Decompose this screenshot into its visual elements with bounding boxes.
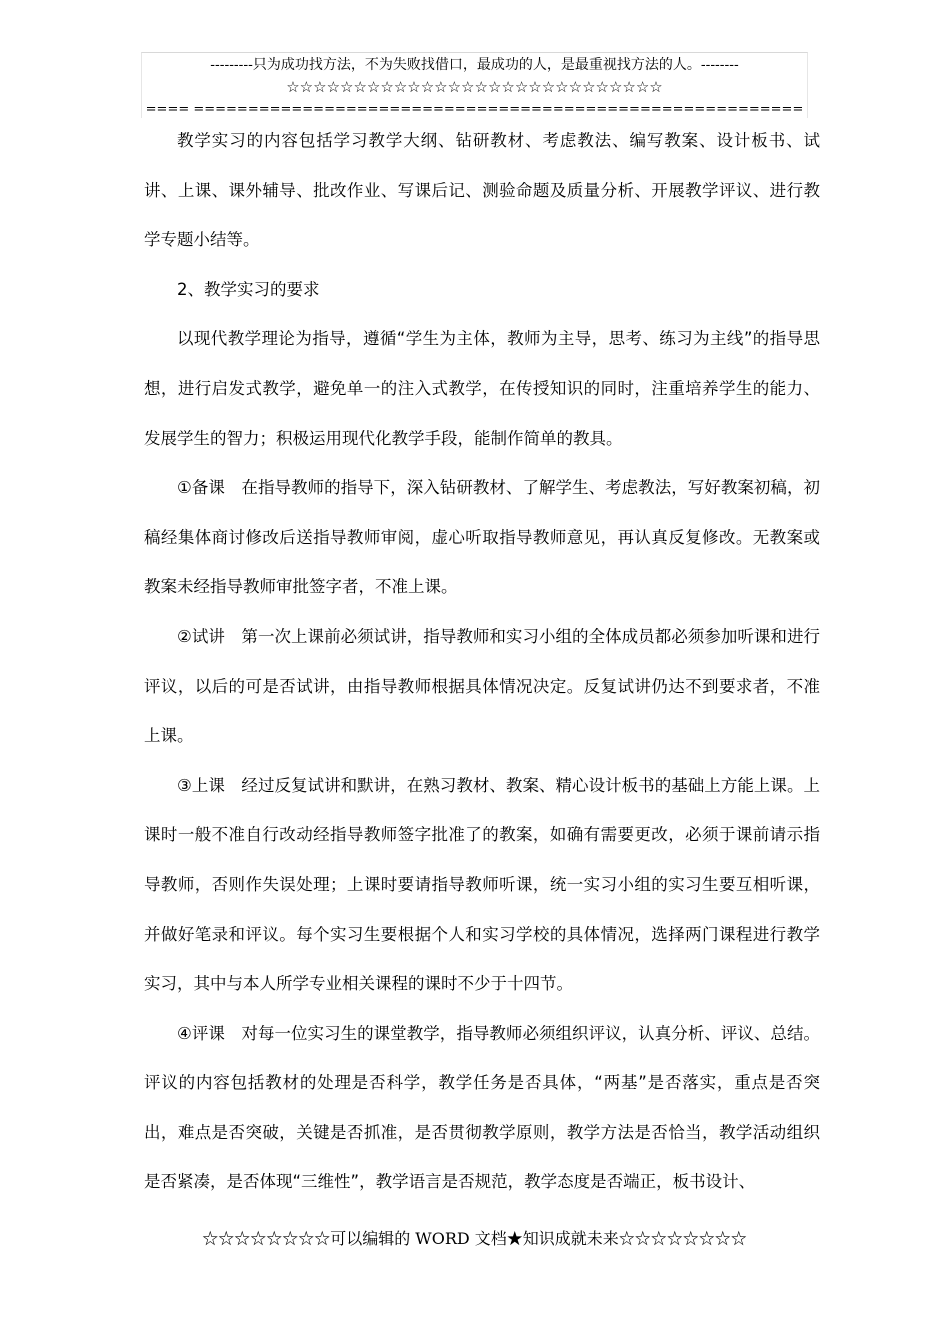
document-body bbox=[144, 116, 820, 1207]
paragraph-lesson-prep: ①备课 在指导教师的指导下，深入钻研教材、了解学生、考虑教法，写好教案初稿，初稿经集体商讨修改后送指导教师审阅，虚心听取指导教师意见，再认真反复修改。无教案或教案未经指导教师审批签字者，不准上课。 bbox=[144, 478, 820, 597]
paragraph-guiding-principle: 以现代教学理论为指导，遵循“学生为主体，教师为主导，思考、练习为主线”的指导思想，进行启发式教学，避免单一的注入式教学，在传授知识的同时，注重培养学生的能力、发展学生的智力；积极运用现代化教学手段，能制作简单的教具。 bbox=[144, 329, 820, 448]
paragraph-evaluation: ④评课 对每一位实习生的课堂教学，指导教师必须组织评议，认真分析、评议、总结。评议的内容包括教材的处理是否科学，教学任务是否具体，“两基”是否落实，重点是否突出，难点是否突破，关键是否抓准，是否贯彻教学原则，教学方法是否恰当，教学活动组织是否紧凑，是否体现“三维性”，教学语言是否规范，教学态度是否端正，板书设计、 bbox=[144, 1023, 820, 1192]
page-footer: ☆☆☆☆☆☆☆☆可以编辑的 WORD 文档★知识成就未来☆☆☆☆☆☆☆☆ bbox=[202, 1229, 747, 1248]
header-stars: ☆☆☆☆☆☆☆☆☆☆☆☆☆☆☆☆☆☆☆☆☆☆☆☆☆☆☆☆ bbox=[286, 78, 663, 96]
header-slogan: ---------只为成功找方法，不为失败找借口，最成功的人，是最重视找方法的人。-------- bbox=[210, 57, 739, 73]
paragraph-teaching: ③上课 经过反复试讲和默讲，在熟习教材、教案、精心设计板书的基础上方能上课。上课时一般不准自行改动经指导教师签字批准了的教案，如确有需要更改，必须于课前请示指导教师，否则作失误处理；上课时要请指导教师听课，统一实习小组的实习生要互相听课，并做好笔录和评议。每个实习生要根据个人和实习学校的具体情况，选择两门课程进行教学实习，其中与本人所学专业相关课程的课时不少于十四节。 bbox=[144, 775, 820, 994]
section-heading-requirements: 2、教学实习的要求 bbox=[177, 279, 320, 299]
paragraph-trial-lecture: ②试讲 第一次上课前必须试讲，指导教师和实习小组的全体成员都必须参加听课和进行评议，以后的可是否试讲，由指导教师根据具体情况决定。反复试讲仍达不到要求者，不准上课。 bbox=[144, 626, 820, 746]
paragraph-content-scope: 教学实习的内容包括学习教学大纲、钻研教材、考虑教法、编写教案、设计板书、试讲、上课、课外辅导、批改作业、写课后记、测验命题及质量分析、开展教学评议、进行教学专题小结等。 bbox=[144, 131, 820, 250]
header-rule: ==== ======================================================== bbox=[145, 102, 804, 117]
